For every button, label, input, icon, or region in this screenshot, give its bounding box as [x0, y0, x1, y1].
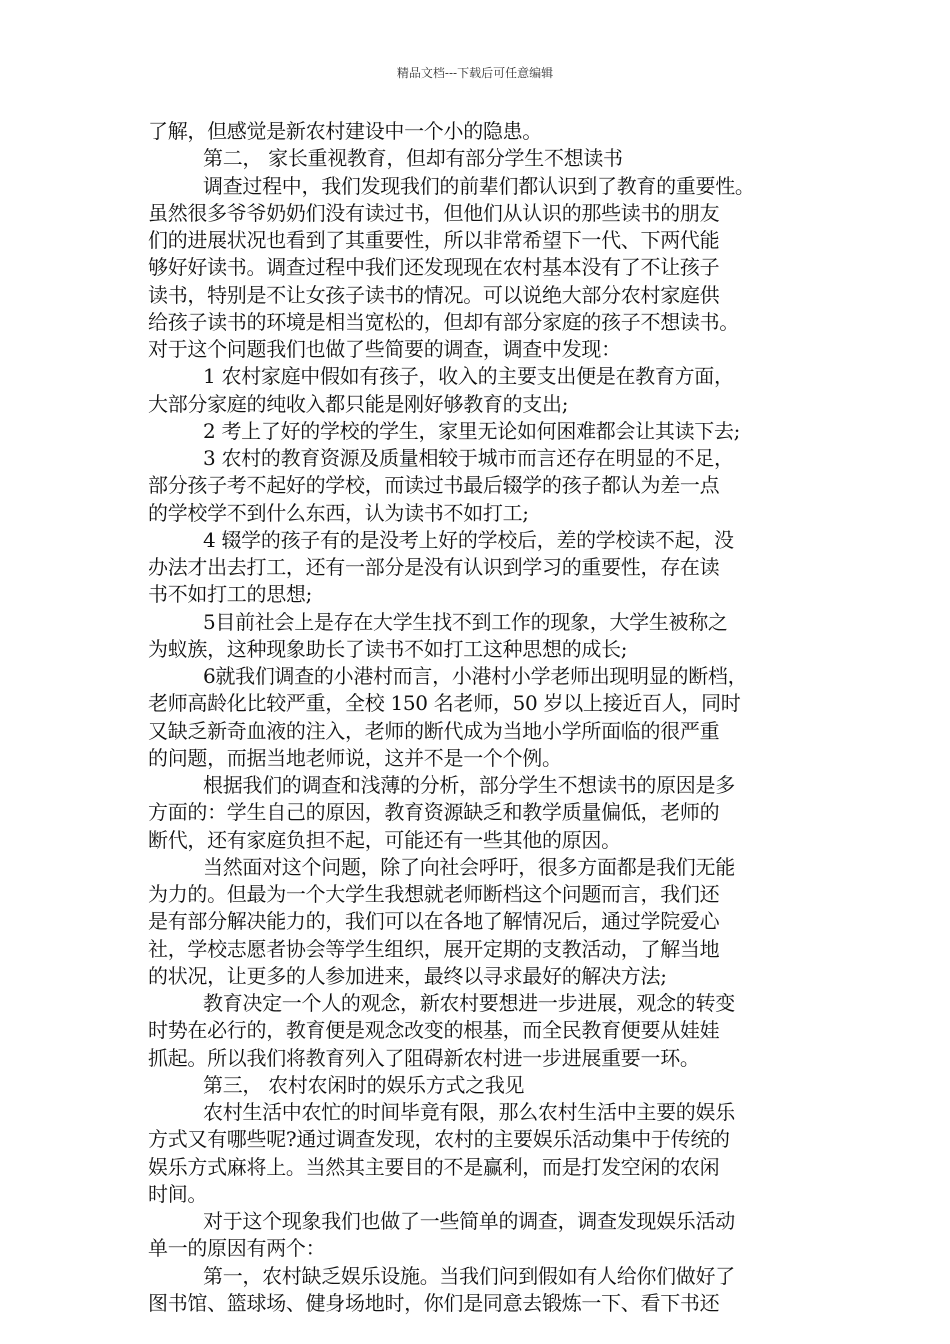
text-line: 是有部分解决能力的，我们可以在各地了解情况后，通过学院爱心	[148, 909, 720, 934]
text-line: 2 考上了好的学校的学生，家里无论如何困难都会让其读下去;	[203, 418, 741, 443]
text-line: 断代，还有家庭负担不起，可能还有一些其他的原因。	[148, 827, 621, 852]
text-line: 5目前社会上是存在大学生找不到工作的现象，大学生被称之	[203, 609, 728, 634]
text-line: 第二， 家长重视教育，但却有部分学生不想读书	[203, 146, 623, 171]
text-line: 的状况，让更多的人参加进来，最终以寻求最好的解决方法;	[148, 963, 667, 988]
text-line: 对于这个问题我们也做了些简要的调查，调查中发现：	[148, 337, 621, 361]
text-line: 方式又有哪些呢?通过调查发现，农村的主要娱乐活动集中于传统的	[148, 1127, 730, 1152]
text-line: 的学校学不到什么东西，认为读书不如打工;	[148, 500, 529, 525]
text-line: 老师高龄化比较严重，全校 150 名老师，50 岁以上接近百人，同时	[148, 691, 741, 716]
text-line: 娱乐方式麻将上。当然其主要目的不是赢利，而是打发空闲的农闲	[148, 1154, 720, 1179]
text-line: 时势在必行的，教育便是观念改变的根基，而全民教育便要从娃娃	[148, 1018, 720, 1043]
text-line: 第一，农村缺乏娱乐设施。当我们问到假如有人给你们做好了	[203, 1263, 735, 1288]
text-line: 教育决定一个人的观念，新农村要想进一步进展，观念的转变	[203, 991, 735, 1015]
text-line: 1 农村家庭中假如有孩子，收入的主要支出便是在教育方面，	[203, 364, 734, 389]
text-line: 为力的。但最为一个大学生我想就老师断档这个问题而言，我们还	[148, 882, 720, 906]
text-line: 当然面对这个问题，除了向社会呼吁，很多方面都是我们无能	[203, 854, 735, 879]
text-line: 的问题，而据当地老师说，这并不是一个个例。	[148, 745, 562, 770]
text-line: 为蚁族，这种现象助长了读书不如打工这种思想的成长;	[148, 636, 628, 661]
text-line: 对于这个现象我们也做了一些简单的调查，调查发现娱乐活动	[203, 1209, 735, 1233]
text-line: 抓起。所以我们将教育列入了阻碍新农村进一步进展重要一环。	[148, 1045, 700, 1070]
text-line: 虽然很多爷爷奶奶们没有读过书，但他们从认识的那些读书的朋友	[148, 200, 720, 225]
text-line: 农村生活中农忙的时间毕竟有限，那么农村生活中主要的娱乐	[203, 1100, 735, 1124]
text-line: 图书馆、篮球场、健身场地时，你们是同意去锻炼一下、看下书还	[148, 1290, 720, 1315]
text-line: 了解，但感觉是新农村建设中一个小的隐患。	[148, 119, 542, 143]
page-header: 精品文档---下载后可任意编辑	[396, 66, 554, 80]
text-line: 够好好读书。调查过程中我们还发现现在农村基本没有了不让孩子	[148, 255, 720, 280]
text-line: 调查过程中，我们发现我们的前辈们都认识到了教育的重要性。	[203, 173, 755, 198]
text-line: 时间。	[148, 1181, 208, 1206]
text-line: 第三， 农村农闲时的娱乐方式之我见	[203, 1072, 525, 1097]
text-line: 书不如打工的思想;	[148, 582, 313, 607]
text-line: 读书，特别是不让女孩子读书的情况。可以说绝大部分农村家庭供	[148, 282, 720, 307]
text-line: 方面的：学生自己的原因，教育资源缺乏和教学质量偏低，老师的	[148, 800, 720, 825]
text-line: 社，学校志愿者协会等学生组织，展开定期的支教活动，了解当地	[148, 936, 720, 961]
text-line: 给孩子读书的环境是相当宽松的，但却有部分家庭的孩子不想读书。	[148, 309, 739, 334]
text-line: 办法才出去打工，还有一部分是没有认识到学习的重要性，存在读	[148, 555, 720, 579]
text-line: 们的进展状况也看到了其重要性，所以非常希望下一代、下两代能	[148, 228, 720, 252]
text-line: 3 农村的教育资源及质量相较于城市而言还存在明显的不足，	[203, 446, 734, 470]
text-line: 6就我们调查的小港村而言，小港村小学老师出现明显的断档，	[203, 664, 748, 688]
text-line: 4 辍学的孩子有的是没考上好的学校后，差的学校读不起，没	[203, 527, 734, 552]
text-line: 根据我们的调查和浅薄的分析，部分学生不想读书的原因是多	[203, 773, 735, 797]
text-line: 大部分家庭的纯收入都只能是刚好够教育的支出;	[148, 391, 569, 416]
text-line: 单一的原因有两个：	[148, 1236, 326, 1261]
text-line: 又缺乏新奇血液的注入，老师的断代成为当地小学所面临的很严重	[148, 718, 720, 743]
text-line: 部分孩子考不起好的学校，而读过书最后辍学的孩子都认为差一点	[148, 473, 720, 498]
